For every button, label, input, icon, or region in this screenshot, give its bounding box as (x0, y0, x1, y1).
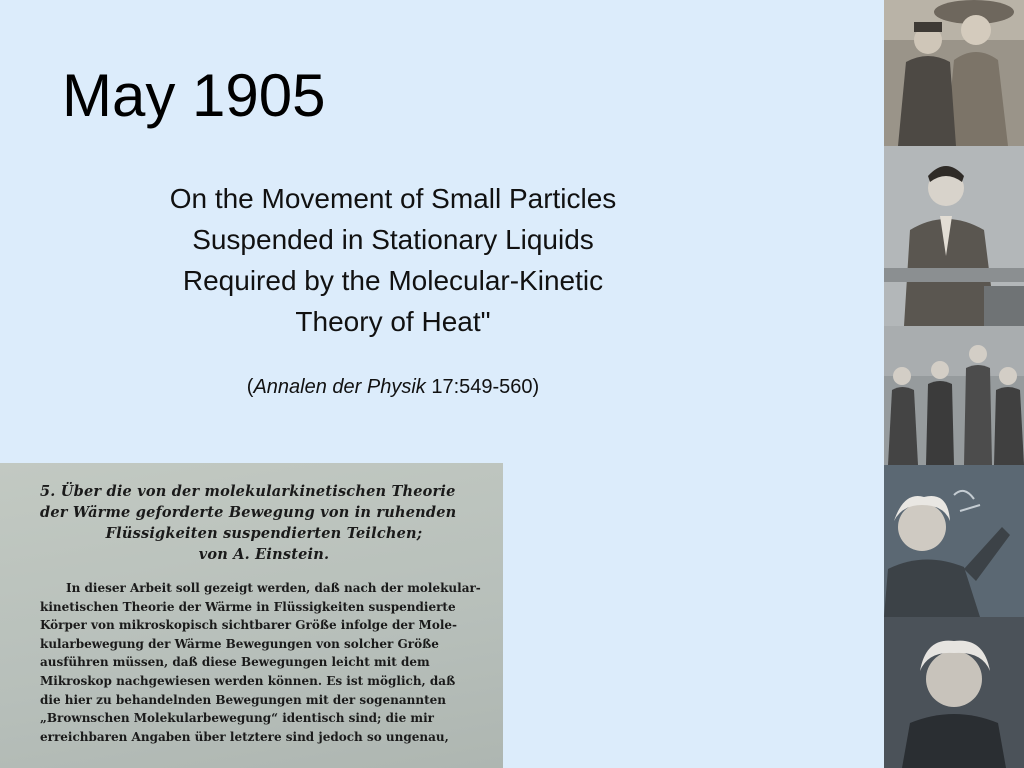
scan-heading-line: von A. Einstein. (198, 546, 330, 563)
citation-journal: Annalen der Physik (253, 376, 426, 398)
scan-heading-line: Flüssigkeiten suspendierten Teilchen; (105, 525, 423, 542)
scan-body-line: In dieser Arbeit soll gezeigt werden, daß nach der molekular- (66, 581, 481, 595)
scanned-article-text (40, 481, 488, 746)
scan-heading-line: 5. Über die von der molekularkinetischen Theorie (40, 483, 456, 500)
scan-heading (40, 481, 488, 565)
slide-title: May 1905 (62, 62, 326, 129)
paper-title-line: Suspended in Stationary Liquids (192, 224, 594, 255)
scan-body-line: die hier zu behandelnden Bewegungen mit der sogenannten (40, 692, 447, 707)
citation-ref: 17:549-560) (425, 376, 540, 398)
scan-body-line: Körper von mikroskopisch sichtbarer Größe infolge der Mole- (40, 618, 457, 633)
photo-blackboard-portrait (884, 465, 1024, 617)
photo-children-portrait (884, 0, 1024, 146)
scan-body-line: kularbewegung der Wärme Bewegungen von solcher Größe (40, 636, 439, 651)
paper-title-line: Required by the Molecular-Kinetic (182, 265, 604, 296)
photo-strip (884, 0, 1024, 768)
photo-young-portrait (884, 146, 1024, 326)
photo-group-portrait (884, 326, 1024, 465)
scan-body-line: erreichbaren Angaben über letztere sind jedoch so ungenau, (40, 729, 449, 744)
scanned-article-image (0, 463, 503, 768)
paper-title-line: On the Movement of Small Particles (169, 183, 617, 214)
citation-open: ( (246, 376, 254, 398)
scan-body-line: Mikroskop nachgewiesen werden können. Es ist möglich, daß (40, 673, 456, 688)
scan-body-line: kinetischen Theorie der Wärme in Flüssigkeiten suspendierte (40, 599, 456, 614)
scan-body-line: „Brownschen Molekularbewegung“ identisch sind; die mir (40, 711, 434, 726)
paper-title (100, 178, 686, 342)
scan-body (40, 579, 488, 746)
scan-body-line: ausführen müssen, daß diese Bewegungen leicht mit dem (40, 655, 430, 670)
photo-elder-portrait (884, 617, 1024, 768)
citation (140, 372, 646, 402)
paper-title-line: Theory of Heat" (295, 306, 491, 337)
scan-heading-line: der Wärme geforderte Bewegung von in ruhenden (40, 504, 457, 521)
